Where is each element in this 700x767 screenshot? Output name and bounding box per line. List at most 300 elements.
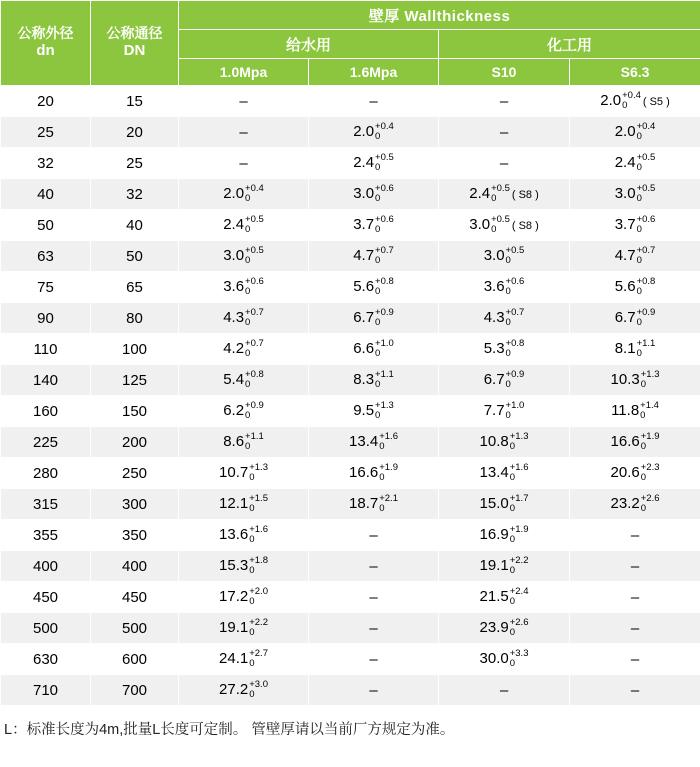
value-tolerance xyxy=(249,587,268,607)
value-base: 16.6 xyxy=(610,432,640,450)
value-base: 3.7 xyxy=(353,215,375,233)
value-tolerance xyxy=(506,339,525,359)
value-base: 3.6 xyxy=(223,277,245,295)
cell-wallthickness-s10 xyxy=(439,613,570,644)
tolerance-lower: 0 xyxy=(249,595,255,607)
value-with-tolerance xyxy=(615,277,656,297)
value-dash: – xyxy=(369,557,378,575)
tolerance-lower: 0 xyxy=(636,192,642,204)
value-base: 10.7 xyxy=(219,463,249,481)
tolerance-upper: +0.5 xyxy=(505,244,525,256)
cell-nominal-outer-diameter: 160 xyxy=(1,396,91,427)
table-row xyxy=(1,613,700,644)
cell-nominal-outer-diameter: 450 xyxy=(1,582,91,613)
value-with-tolerance xyxy=(223,184,264,204)
cell-wallthickness-s6-3 xyxy=(570,582,700,613)
tolerance-upper: +2.4 xyxy=(509,585,529,597)
cell-nominal-inner-diameter: 400 xyxy=(91,551,179,582)
value-tolerance xyxy=(637,308,656,328)
cell-wallthickness-1-6mpa xyxy=(309,489,439,520)
cell-wallthickness-1-0mpa xyxy=(179,644,309,675)
value-base: 8.3 xyxy=(353,370,375,388)
tolerance-lower: 0 xyxy=(245,347,251,359)
value-base: 5.6 xyxy=(353,277,375,295)
value-with-tolerance xyxy=(611,463,660,483)
value-tolerance xyxy=(249,556,268,576)
table-row xyxy=(1,396,700,427)
value-base: 2.4 xyxy=(223,215,245,233)
tolerance-lower: 0 xyxy=(636,316,642,328)
table-row xyxy=(1,582,700,613)
cell-nominal-outer-diameter: 355 xyxy=(1,520,91,551)
tolerance-lower: 0 xyxy=(245,285,251,297)
tolerance-upper: +0.5 xyxy=(491,182,510,194)
cell-wallthickness-s6-3 xyxy=(570,613,700,644)
tolerance-upper: +1.1 xyxy=(245,430,264,442)
table-row xyxy=(1,427,700,458)
table-row xyxy=(1,241,700,272)
cell-wallthickness-1-0mpa xyxy=(179,148,309,179)
tolerance-lower: 0 xyxy=(375,192,381,204)
value-tolerance xyxy=(245,339,264,359)
value-dash: – xyxy=(239,123,248,141)
tolerance-lower: 0 xyxy=(249,657,255,669)
cell-wallthickness-1-0mpa xyxy=(179,272,309,303)
tolerance-upper: +3.3 xyxy=(509,647,529,659)
value-with-tolerance xyxy=(611,401,659,421)
value-base: 12.1 xyxy=(219,494,249,512)
value-dash: – xyxy=(239,154,248,172)
value-dash: – xyxy=(630,526,640,544)
tolerance-upper: +0.6 xyxy=(505,275,525,287)
cell-wallthickness-s10 xyxy=(439,489,570,520)
value-base: 16.6 xyxy=(349,463,379,481)
value-base: 4.3 xyxy=(223,308,245,326)
cell-wallthickness-1-0mpa xyxy=(179,334,309,365)
tolerance-lower: 0 xyxy=(249,626,255,638)
value-tolerance xyxy=(379,432,398,452)
tolerance-lower: 0 xyxy=(379,440,385,452)
value-dash: – xyxy=(369,619,378,637)
tolerance-upper: +1.3 xyxy=(509,430,529,442)
value-tolerance xyxy=(641,370,660,390)
value-tolerance xyxy=(375,308,394,328)
cell-nominal-outer-diameter: 63 xyxy=(1,241,91,272)
value-base: 7.7 xyxy=(483,401,505,419)
cell-nominal-inner-diameter: 40 xyxy=(91,210,179,241)
value-dash: – xyxy=(369,92,378,110)
tolerance-lower: 0 xyxy=(509,502,516,514)
value-tolerance xyxy=(249,618,268,638)
cell-wallthickness-1-6mpa xyxy=(309,551,439,582)
value-with-tolerance xyxy=(349,432,398,452)
header-sub-1-6mpa: 1.6Mpa xyxy=(309,59,439,86)
tolerance-lower: 0 xyxy=(509,440,516,452)
tolerance-lower: 0 xyxy=(249,688,255,700)
table-row xyxy=(1,551,700,582)
cell-wallthickness-1-6mpa xyxy=(309,179,439,210)
value-tolerance xyxy=(506,308,525,328)
cell-nominal-inner-diameter: 250 xyxy=(91,458,179,489)
value-dash: – xyxy=(630,588,640,606)
value-with-tolerance xyxy=(353,401,394,421)
value-dash: – xyxy=(630,681,640,699)
value-with-tolerance xyxy=(484,370,525,390)
value-base: 13.4 xyxy=(349,432,379,450)
value-with-tolerance xyxy=(611,370,660,390)
value-tolerance xyxy=(491,215,510,235)
value-with-tolerance xyxy=(353,122,394,142)
value-series-note: ( S8 ) xyxy=(511,219,539,232)
value-with-tolerance xyxy=(484,339,525,359)
tolerance-upper: +1.8 xyxy=(249,554,268,566)
tolerance-upper: +1.3 xyxy=(640,368,660,380)
header-sub-1-0mpa: 1.0Mpa xyxy=(179,59,309,86)
header-sub-s6-3: S6.3 xyxy=(570,59,700,86)
value-with-tolerance xyxy=(353,215,394,235)
tolerance-lower: 0 xyxy=(509,595,516,607)
tolerance-upper: +0.6 xyxy=(375,213,394,225)
tolerance-upper: +2.6 xyxy=(509,616,529,628)
value-with-tolerance xyxy=(223,370,264,390)
value-series-note: ( S8 ) xyxy=(511,188,539,201)
value-with-tolerance xyxy=(480,556,529,576)
cell-wallthickness-1-6mpa xyxy=(309,582,439,613)
table-row xyxy=(1,520,700,551)
tolerance-lower: 0 xyxy=(249,471,255,483)
value-tolerance xyxy=(375,339,394,359)
value-with-tolerance xyxy=(484,401,525,421)
cell-wallthickness-1-6mpa xyxy=(309,86,439,117)
tolerance-lower: 0 xyxy=(622,99,628,111)
footnote: L：标准长度为4m,批量L长度可定制。 管壁厚请以当前厂方规定为准。 xyxy=(4,722,455,738)
cell-wallthickness-s10 xyxy=(439,427,570,458)
value-base: 5.4 xyxy=(223,370,245,388)
cell-wallthickness-s10 xyxy=(439,117,570,148)
cell-nominal-inner-diameter: 150 xyxy=(91,396,179,427)
value-tolerance xyxy=(249,649,268,669)
value-tolerance xyxy=(637,277,656,297)
value-with-tolerance xyxy=(615,308,656,328)
cell-nominal-outer-diameter: 25 xyxy=(1,117,91,148)
cell-wallthickness-s10 xyxy=(439,303,570,334)
tolerance-upper: +0.7 xyxy=(375,244,394,256)
value-tolerance xyxy=(375,277,394,297)
tolerance-upper: +0.8 xyxy=(505,337,525,349)
tolerance-upper: +1.6 xyxy=(249,523,268,535)
value-tolerance xyxy=(375,401,394,421)
header-wallthickness: 壁厚 Wallthickness xyxy=(179,1,700,30)
cell-wallthickness-1-0mpa xyxy=(179,582,309,613)
value-tolerance xyxy=(249,494,268,514)
cell-nominal-outer-diameter: 20 xyxy=(1,86,91,117)
cell-wallthickness-1-0mpa xyxy=(179,303,309,334)
cell-nominal-outer-diameter: 90 xyxy=(1,303,91,334)
value-tolerance xyxy=(640,401,659,421)
tolerance-lower: 0 xyxy=(509,626,516,638)
tolerance-upper: +1.9 xyxy=(640,430,660,442)
value-tolerance xyxy=(506,401,525,421)
value-base: 13.6 xyxy=(219,525,249,543)
cell-wallthickness-s6-3 xyxy=(570,303,700,334)
tolerance-lower: 0 xyxy=(640,502,647,514)
value-with-tolerance xyxy=(353,246,394,266)
value-base: 21.5 xyxy=(479,587,509,605)
cell-wallthickness-s6-3 xyxy=(570,458,700,489)
cell-wallthickness-1-0mpa xyxy=(179,241,309,272)
tolerance-lower: 0 xyxy=(505,285,511,297)
value-base: 16.9 xyxy=(479,525,509,543)
value-tolerance xyxy=(637,122,656,142)
cell-wallthickness-1-6mpa xyxy=(309,458,439,489)
tolerance-upper: +0.8 xyxy=(375,275,394,287)
cell-nominal-outer-diameter: 630 xyxy=(1,644,91,675)
value-base: 3.0 xyxy=(483,246,505,264)
value-with-tolerance xyxy=(480,587,529,607)
table-row xyxy=(1,303,700,334)
tolerance-upper: +1.0 xyxy=(375,337,394,349)
tolerance-upper: +0.6 xyxy=(245,275,264,287)
tolerance-lower: 0 xyxy=(375,254,381,266)
value-tolerance xyxy=(375,215,394,235)
cell-wallthickness-1-0mpa xyxy=(179,458,309,489)
value-with-tolerance xyxy=(480,525,529,545)
tolerance-upper: +0.5 xyxy=(636,182,656,194)
cell-wallthickness-1-0mpa xyxy=(179,551,309,582)
cell-wallthickness-s6-3 xyxy=(570,210,700,241)
cell-wallthickness-s10 xyxy=(439,644,570,675)
value-with-tolerance xyxy=(353,308,394,328)
tolerance-lower: 0 xyxy=(491,192,497,204)
value-base: 13.4 xyxy=(479,463,509,481)
cell-nominal-inner-diameter: 20 xyxy=(91,117,179,148)
tolerance-lower: 0 xyxy=(245,254,251,266)
table-row xyxy=(1,117,700,148)
value-base: 15.0 xyxy=(479,494,509,512)
tolerance-upper: +0.9 xyxy=(636,306,656,318)
value-base: 2.4 xyxy=(353,153,375,171)
tolerance-lower: 0 xyxy=(249,502,255,514)
value-tolerance xyxy=(641,494,660,514)
cell-wallthickness-s6-3 xyxy=(570,365,700,396)
cell-nominal-inner-diameter: 25 xyxy=(91,148,179,179)
tolerance-upper: +2.2 xyxy=(249,616,268,628)
tolerance-lower: 0 xyxy=(636,161,642,173)
value-base: 6.7 xyxy=(614,308,636,326)
tolerance-upper: +0.9 xyxy=(245,399,264,411)
value-base: 6.6 xyxy=(353,339,375,357)
value-with-tolerance xyxy=(480,432,529,452)
cell-nominal-outer-diameter: 500 xyxy=(1,613,91,644)
value-dash: – xyxy=(499,123,509,141)
cell-nominal-inner-diameter: 450 xyxy=(91,582,179,613)
value-base: 27.2 xyxy=(219,680,249,698)
value-base: 8.6 xyxy=(223,432,245,450)
cell-nominal-outer-diameter: 140 xyxy=(1,365,91,396)
table-row xyxy=(1,179,700,210)
table-row xyxy=(1,644,700,675)
tolerance-upper: +1.5 xyxy=(249,492,268,504)
cell-wallthickness-s6-3 xyxy=(570,644,700,675)
value-with-tolerance xyxy=(615,122,656,142)
value-base: 23.2 xyxy=(610,494,640,512)
cell-wallthickness-1-6mpa xyxy=(309,148,439,179)
cell-nominal-inner-diameter: 350 xyxy=(91,520,179,551)
value-with-tolerance xyxy=(219,680,268,700)
value-tolerance xyxy=(249,463,268,483)
value-base: 15.3 xyxy=(219,556,249,574)
cell-wallthickness-1-0mpa xyxy=(179,675,309,706)
cell-wallthickness-1-0mpa xyxy=(179,365,309,396)
cell-nominal-inner-diameter: 500 xyxy=(91,613,179,644)
value-tolerance xyxy=(506,277,525,297)
value-tolerance xyxy=(245,370,264,390)
value-tolerance xyxy=(637,215,656,235)
header-sub-s10: S10 xyxy=(439,59,570,86)
cell-wallthickness-s10 xyxy=(439,210,570,241)
value-with-tolerance xyxy=(353,277,394,297)
tolerance-upper: +0.7 xyxy=(245,337,264,349)
cell-wallthickness-s10 xyxy=(439,458,570,489)
value-tolerance xyxy=(510,494,529,514)
value-with-tolerance xyxy=(353,370,394,390)
cell-nominal-inner-diameter: 65 xyxy=(91,272,179,303)
value-tolerance xyxy=(375,122,394,142)
value-with-tolerance xyxy=(219,494,268,514)
cell-nominal-outer-diameter: 315 xyxy=(1,489,91,520)
cell-wallthickness-1-0mpa xyxy=(179,427,309,458)
value-with-tolerance xyxy=(615,246,656,266)
value-tolerance xyxy=(491,184,510,204)
tolerance-lower: 0 xyxy=(636,347,642,359)
cell-wallthickness-s6-3 xyxy=(570,396,700,427)
cell-nominal-inner-diameter: 300 xyxy=(91,489,179,520)
tolerance-upper: +0.5 xyxy=(375,151,394,163)
cell-wallthickness-s6-3 xyxy=(570,148,700,179)
value-base: 2.4 xyxy=(614,153,636,171)
value-base: 20.6 xyxy=(610,463,640,481)
value-tolerance xyxy=(249,525,268,545)
value-tolerance xyxy=(637,153,656,173)
cell-wallthickness-1-6mpa xyxy=(309,210,439,241)
value-with-tolerance xyxy=(353,184,394,204)
tolerance-lower: 0 xyxy=(249,533,255,545)
tolerance-lower: 0 xyxy=(379,471,385,483)
value-dash: – xyxy=(499,681,509,699)
tolerance-lower: 0 xyxy=(640,440,647,452)
value-dash: – xyxy=(239,92,248,110)
value-with-tolerance xyxy=(349,463,398,483)
cell-wallthickness-s6-3 xyxy=(570,551,700,582)
value-with-tolerance xyxy=(223,246,264,266)
tolerance-lower: 0 xyxy=(640,409,646,421)
value-dash: – xyxy=(499,154,509,172)
tolerance-upper: +1.9 xyxy=(509,523,529,535)
cell-nominal-inner-diameter: 32 xyxy=(91,179,179,210)
tolerance-lower: 0 xyxy=(640,378,647,390)
value-base: 5.6 xyxy=(614,277,636,295)
header-inner-diameter-en: DN xyxy=(123,42,146,60)
tolerance-lower: 0 xyxy=(245,440,251,452)
cell-wallthickness-s6-3 xyxy=(570,117,700,148)
tolerance-upper: +2.6 xyxy=(640,492,660,504)
value-with-tolerance xyxy=(219,649,268,669)
value-base: 2.0 xyxy=(614,122,636,140)
tolerance-lower: 0 xyxy=(640,471,647,483)
table-row xyxy=(1,675,700,706)
table-row xyxy=(1,458,700,489)
value-base: 3.0 xyxy=(614,184,636,202)
cell-wallthickness-s6-3 xyxy=(570,675,700,706)
cell-nominal-outer-diameter: 40 xyxy=(1,179,91,210)
value-base: 19.1 xyxy=(219,618,249,636)
cell-wallthickness-s10 xyxy=(439,520,570,551)
table-row xyxy=(1,334,700,365)
value-with-tolerance xyxy=(223,277,264,297)
tolerance-upper: +0.7 xyxy=(636,244,656,256)
value-series-note: ( S5 ) xyxy=(642,95,670,108)
tolerance-lower: 0 xyxy=(636,130,642,142)
cell-wallthickness-1-6mpa xyxy=(309,117,439,148)
value-with-tolerance xyxy=(219,587,268,607)
cell-wallthickness-s6-3 xyxy=(570,272,700,303)
value-with-tolerance xyxy=(615,339,656,359)
cell-nominal-outer-diameter: 225 xyxy=(1,427,91,458)
tolerance-upper: +0.5 xyxy=(245,244,264,256)
cell-wallthickness-s10 xyxy=(439,365,570,396)
value-with-tolerance xyxy=(219,525,268,545)
value-tolerance xyxy=(249,680,268,700)
value-base: 3.0 xyxy=(469,215,491,233)
header-nominal-inner-diameter xyxy=(91,1,179,86)
cell-wallthickness-1-6mpa xyxy=(309,365,439,396)
value-tolerance xyxy=(641,463,660,483)
cell-wallthickness-s10 xyxy=(439,241,570,272)
value-base: 10.3 xyxy=(610,370,640,388)
value-with-tolerance xyxy=(480,463,529,483)
tolerance-lower: 0 xyxy=(509,564,516,576)
value-with-tolerance xyxy=(480,618,529,638)
cell-nominal-outer-diameter: 110 xyxy=(1,334,91,365)
cell-wallthickness-s6-3 xyxy=(570,427,700,458)
value-with-tolerance xyxy=(223,215,264,235)
cell-wallthickness-s6-3 xyxy=(570,520,700,551)
tolerance-upper: +2.7 xyxy=(249,647,268,659)
table-row xyxy=(1,210,700,241)
cell-wallthickness-1-0mpa xyxy=(179,613,309,644)
tolerance-upper: +2.3 xyxy=(640,461,660,473)
value-tolerance xyxy=(641,432,660,452)
tolerance-lower: 0 xyxy=(375,409,381,421)
value-with-tolerance xyxy=(223,401,264,421)
value-dash: – xyxy=(499,92,509,110)
value-tolerance xyxy=(375,246,394,266)
cell-wallthickness-1-0mpa xyxy=(179,86,309,117)
value-with-tolerance xyxy=(353,153,394,173)
table-row xyxy=(1,148,700,179)
value-base: 6.7 xyxy=(353,308,375,326)
tolerance-lower: 0 xyxy=(245,378,251,390)
tolerance-upper: +2.0 xyxy=(249,585,268,597)
cell-nominal-outer-diameter: 400 xyxy=(1,551,91,582)
cell-wallthickness-s10 xyxy=(439,551,570,582)
tolerance-upper: +1.3 xyxy=(375,399,394,411)
table-body xyxy=(1,86,700,706)
tolerance-lower: 0 xyxy=(245,316,251,328)
header-group-water-supply: 给水用 xyxy=(179,30,439,59)
value-tolerance xyxy=(375,370,394,390)
cell-wallthickness-s10 xyxy=(439,396,570,427)
